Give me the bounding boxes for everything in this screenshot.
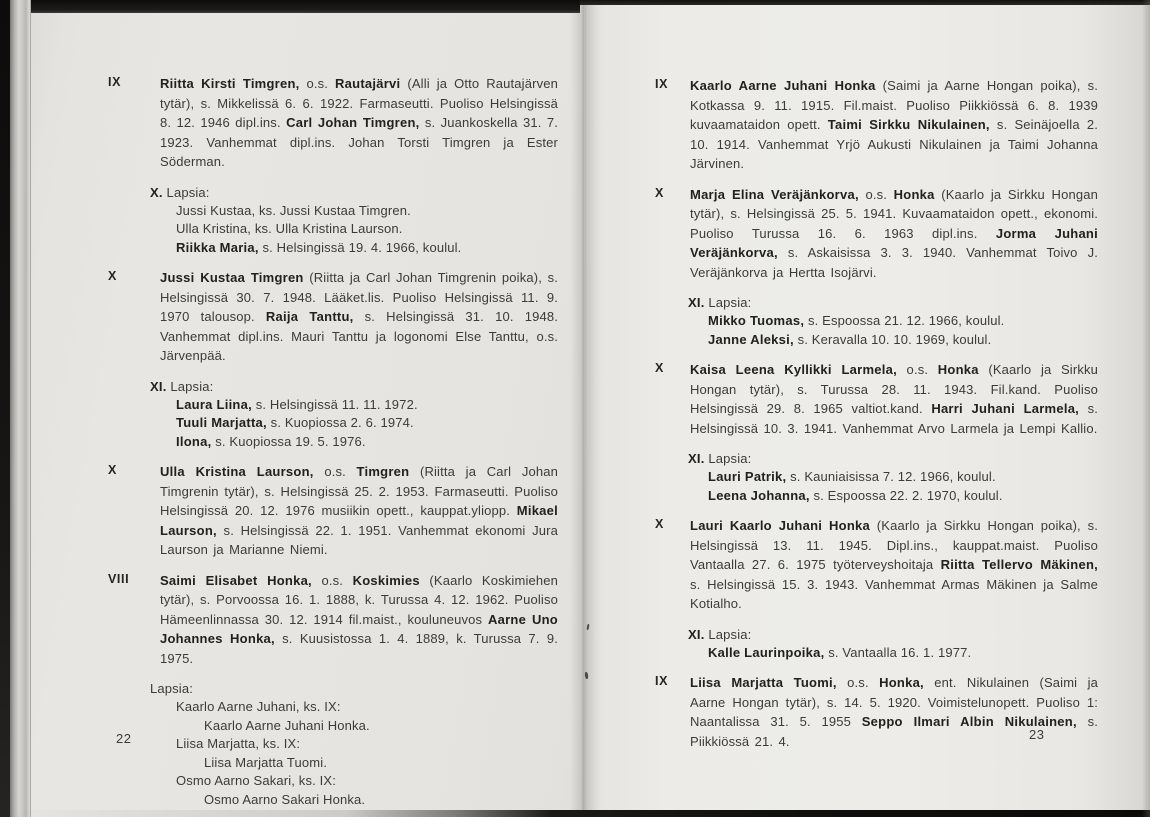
entry-text: Jussi Kustaa Timgren (Riitta ja Carl Johan Timgrenin poika), s. Helsingissä 30. 7. 1948. Lääket.lis. Puoliso Helsingissä 11. 9. 1970 talousop. Raija Tanttu, s. Helsingissä 31. 10. 1948. Vanhemmat dipl.ins. Mauri Tanttu ja logonomi Else Tanttu, o.s. Järvenpää. bbox=[160, 270, 559, 363]
children-block bbox=[655, 625, 1098, 663]
child-item: Ilona, s. Kuopiossa 19. 5. 1976. bbox=[176, 433, 366, 449]
generation-numeral: IX bbox=[655, 674, 669, 688]
child-item: Liisa Marjatta, ks. IX: bbox=[176, 736, 301, 751]
entry-text: Kaisa Leena Kyllikki Larmela, o.s. Honka (Kaarlo ja Sirkku Hongan tytär), s. Turussa 28. 11. 1943. Fil.kand. Puoliso Helsingissä 29. 8. 1965 valtiot.kand. Harri Juhani Larmela, s. Helsingissä 10. 3. 1941. Vanhemmat Arvo Larmela ja Lempi Kallio. bbox=[690, 362, 1098, 436]
entry-text: Kaarlo Aarne Juhani Honka (Saimi ja Aarne Hongan poika), s. Kotkassa 9. 11. 1915. Fil.maist. Puoliso Piikkiössä 6. 8. 1939 kuvaamataidon opett. Taimi Sirkku Nikulainen, s. Seinäjoella 2. 10. 1914. Vanhemmat Yrjö Aukusti Nikulainen ja Taimi Johanna Järvinen. bbox=[690, 78, 1099, 171]
children-block bbox=[108, 183, 558, 258]
book-gutter-shadow bbox=[570, 0, 596, 817]
generation-numeral: IX bbox=[655, 77, 669, 91]
scan-edge-bottom bbox=[0, 810, 1150, 817]
book-spine-edge bbox=[10, 0, 31, 817]
children-header: Lapsia: bbox=[150, 681, 193, 696]
child-item: Laura Liina, s. Helsingissä 11. 11. 1972. bbox=[176, 396, 418, 412]
page-left-text-column bbox=[108, 74, 558, 809]
entry-text: Riitta Kirsti Timgren, o.s. Rautajärvi (Alli ja Otto Rautajärven tytär), s. Mikkelissä 6. 6. 1922. Farmaseutti. Puoliso Helsingissä 8. 12. 1946 dipl.ins. Carl Johan Timgren, s. Juankoskella 31. 7. 1923. Vanhemmat dipl.ins. Johan Torsti Timgren ja Ester Söderman. bbox=[160, 76, 558, 169]
child-item: Mikko Tuomas, s. Espoossa 21. 12. 1966, koulul. bbox=[708, 313, 1005, 328]
scan-edge-left bbox=[0, 0, 10, 817]
children-header: X. Lapsia: bbox=[150, 184, 210, 200]
scan-edge-right bbox=[1142, 0, 1150, 817]
generation-numeral: X bbox=[655, 361, 664, 375]
genealogy-entry bbox=[655, 76, 1098, 174]
child-item: Tuuli Marjatta, s. Kuopiossa 2. 6. 1974. bbox=[176, 415, 414, 430]
generation-numeral: X bbox=[655, 517, 664, 531]
genealogy-entry bbox=[108, 268, 558, 366]
scan-edge-top-left bbox=[0, 0, 580, 13]
entry-text: Saimi Elisabet Honka, o.s. Koskimies (Kaarlo Koskimiehen tytär), s. Porvoossa 16. 1. 1888, k. Turussa 4. 12. 1962. Puoliso Hämeenlinnassa 30. 12. 1914 fil.maist., kouluneuvos Aarne Uno Johannes Honka, s. Kuusistossa 1. 4. 1889, k. Turussa 7. 9. 1975. bbox=[160, 572, 558, 666]
children-block bbox=[655, 449, 1098, 505]
generation-numeral: X bbox=[108, 269, 117, 283]
entry-text: Liisa Marjatta Tuomi, o.s. Honka, ent. Nikulainen (Saimi ja Aarne Hongan tytär), s. 14. 5. 1920. Voimistelunopett. Puoliso 1: Naantalissa 31. 5. 1955 Seppo Ilmari Albin Nikulainen, s. Piikkiössä 21. 4. bbox=[690, 675, 1099, 749]
child-item: Kalle Laurinpoika, s. Vantaalla 16. 1. 1977. bbox=[708, 644, 972, 660]
entry-text: Marja Elina Veräjänkorva, o.s. Honka (Kaarlo ja Sirkku Hongan tytär), s. Helsingissä 25. 5. 1941. Kuvaamataidon opett., ekonomi. Puoliso Turussa 16. 6. 1963 dipl.ins. Jorma Juhani Veräjänkorva, s. Askaisissa 3. 3. 1940. Vanhemmat Toivo J. Veräjänkorva ja Hertta Isojärvi. bbox=[690, 186, 1098, 280]
page-number-left: 22 bbox=[116, 731, 132, 746]
child-item: Jussi Kustaa, ks. Jussi Kustaa Timgren. bbox=[176, 202, 411, 218]
child-item: Osmo Aarno Sakari, ks. IX: bbox=[176, 773, 336, 788]
generation-numeral: X bbox=[655, 185, 664, 200]
children-header: XI. Lapsia: bbox=[688, 295, 752, 310]
children-header: XI. Lapsia: bbox=[150, 378, 214, 394]
page-number-right: 23 bbox=[1029, 727, 1045, 742]
generation-numeral: VIII bbox=[108, 571, 130, 586]
genealogy-entry bbox=[655, 185, 1098, 283]
child-item: Liisa Marjatta Tuomi. bbox=[204, 754, 328, 770]
entry-text: Lauri Kaarlo Juhani Honka (Kaarlo ja Sirkku Hongan poika), s. Helsingissä 13. 11. 1945. Dipl.ins., kauppat.maist. Puoliso Vantaalla 27. 6. 1975 työterveyshoitaja Riitta Tellervo Mäkinen, s. Helsingissä 15. 3. 1943. Vanhemmat Armas Mäkinen ja Salme Kotialho. bbox=[690, 518, 1098, 611]
children-header: XI. Lapsia: bbox=[688, 626, 752, 642]
scan-edge-top-right bbox=[580, 0, 1150, 5]
genealogy-entry bbox=[108, 571, 558, 669]
child-item: Leena Johanna, s. Espoossa 22. 2. 1970, koulul. bbox=[708, 487, 1003, 503]
entry-text: Ulla Kristina Laurson, o.s. Timgren (Riitta ja Carl Johan Timgrenin tytär), s. Helsingissä 25. 2. 1953. Farmaseutti. Puoliso Helsingissä 20. 12. 1976 musiikin opett., kauppat.yliopp. Mikael Laurson, s. Helsingissä 22. 1. 1951. Vanhemmat ekonomi Jura Laurson ja Marianne Niemi. bbox=[160, 464, 558, 557]
genealogy-entry bbox=[655, 360, 1098, 438]
child-item: Kaarlo Aarne Juhani Honka. bbox=[204, 717, 370, 733]
child-item: Lauri Patrik, s. Kauniaisissa 7. 12. 1966, koulul. bbox=[708, 469, 996, 484]
generation-numeral: X bbox=[108, 463, 117, 477]
child-item: Kaarlo Aarne Juhani, ks. IX: bbox=[176, 699, 341, 714]
children-block bbox=[655, 293, 1098, 349]
generation-numeral: IX bbox=[108, 75, 122, 89]
children-block bbox=[108, 679, 558, 809]
genealogy-entry bbox=[108, 74, 558, 172]
child-item: Osmo Aarno Sakari Honka. bbox=[204, 791, 366, 807]
child-item: Ulla Kristina, ks. Ulla Kristina Laurson. bbox=[176, 221, 403, 236]
child-item: Janne Aleksi, s. Keravalla 10. 10. 1969, koulul. bbox=[708, 331, 992, 347]
children-header: XI. Lapsia: bbox=[688, 451, 752, 466]
children-block bbox=[108, 377, 558, 452]
child-item: Riikka Maria, s. Helsingissä 19. 4. 1966, koulul. bbox=[176, 239, 462, 255]
genealogy-entry bbox=[655, 516, 1098, 614]
page-right-text-column bbox=[655, 76, 1098, 751]
genealogy-entry bbox=[108, 462, 558, 560]
